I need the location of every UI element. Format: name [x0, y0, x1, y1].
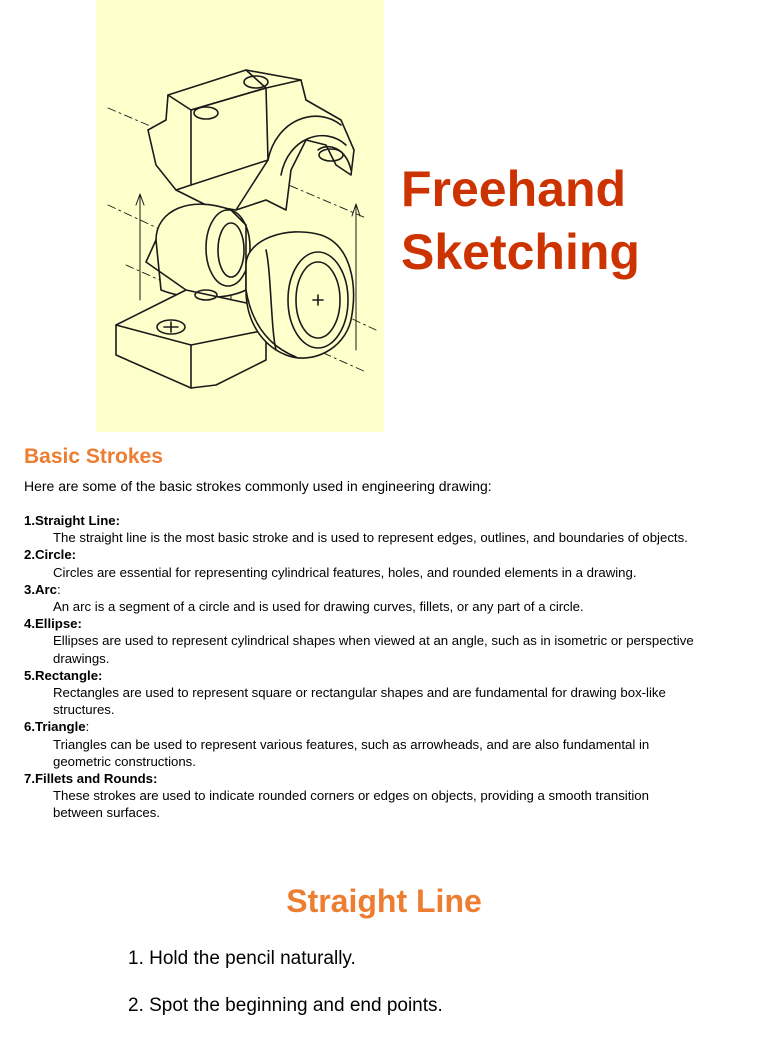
stroke-description: An arc is a segment of a circle and is used for drawing curves, fillets, or any part of a circle.: [53, 599, 584, 615]
stroke-name: 3.Arc: [24, 581, 57, 597]
stroke-name-row: [24, 718, 694, 735]
stroke-description: The straight line is the most basic stroke and is used to represent edges, outlines, and boundaries of objects.: [53, 530, 688, 546]
stroke-name: 7.Fillets and Rounds:: [24, 771, 158, 787]
list-item-straight-line: [24, 512, 694, 546]
list-item-triangle: [24, 718, 694, 770]
stroke-description: Ellipses are used to represent cylindrical shapes when viewed at an angle, such as in isometric or perspective drawings.: [53, 633, 694, 666]
list-item-ellipse: [24, 615, 694, 667]
stroke-name: 5.Rectangle:: [24, 667, 103, 683]
list-item-circle: [24, 546, 694, 580]
stroke-name-suffix: :: [57, 581, 61, 597]
page-title-line-1: Freehand: [401, 161, 627, 217]
stroke-name: 2.Circle:: [24, 547, 77, 563]
straight-line-title: Straight Line: [286, 883, 482, 919]
stroke-description: Triangles can be used to represent various features, such as arrowheads, and are also fundamental in geometric constructions.: [53, 736, 650, 769]
isometric-bearing-illustration: [96, 0, 384, 432]
list-item-fillets-and-rounds: [24, 770, 694, 822]
basic-strokes-intro: Here are some of the basic strokes commonly used in engineering drawing:: [24, 478, 492, 494]
stroke-name-suffix: :: [85, 719, 90, 735]
stroke-description: Circles are essential for representing cylindrical features, holes, and rounded elements in a drawing.: [53, 564, 637, 580]
stroke-name: 6.Triangle: [24, 719, 86, 735]
list-item-rectangle: [24, 667, 694, 719]
stroke-name: 1.Straight Line:: [24, 513, 120, 528]
list-item: 2. Spot the beginning and end points.: [128, 995, 443, 1016]
page-title-line-2: Sketching: [401, 224, 640, 280]
list-item: 1. Hold the pencil naturally.: [128, 948, 356, 969]
stroke-description: Rectangles are used to represent square or rectangular shapes and are fundamental for drawing box-like structures.: [53, 685, 666, 718]
stroke-name: 4.Ellipse:: [24, 616, 82, 632]
basic-strokes-heading: Basic Strokes: [24, 445, 163, 468]
straight-line-steps: [128, 947, 443, 1041]
stroke-name-row: [24, 581, 694, 598]
page-title: [401, 158, 640, 284]
basic-strokes-list: [24, 512, 694, 822]
stroke-description: These strokes are used to indicate rounded corners or edges on objects, providing a smooth transition between surfaces.: [53, 788, 649, 821]
list-item-arc: [24, 581, 694, 615]
